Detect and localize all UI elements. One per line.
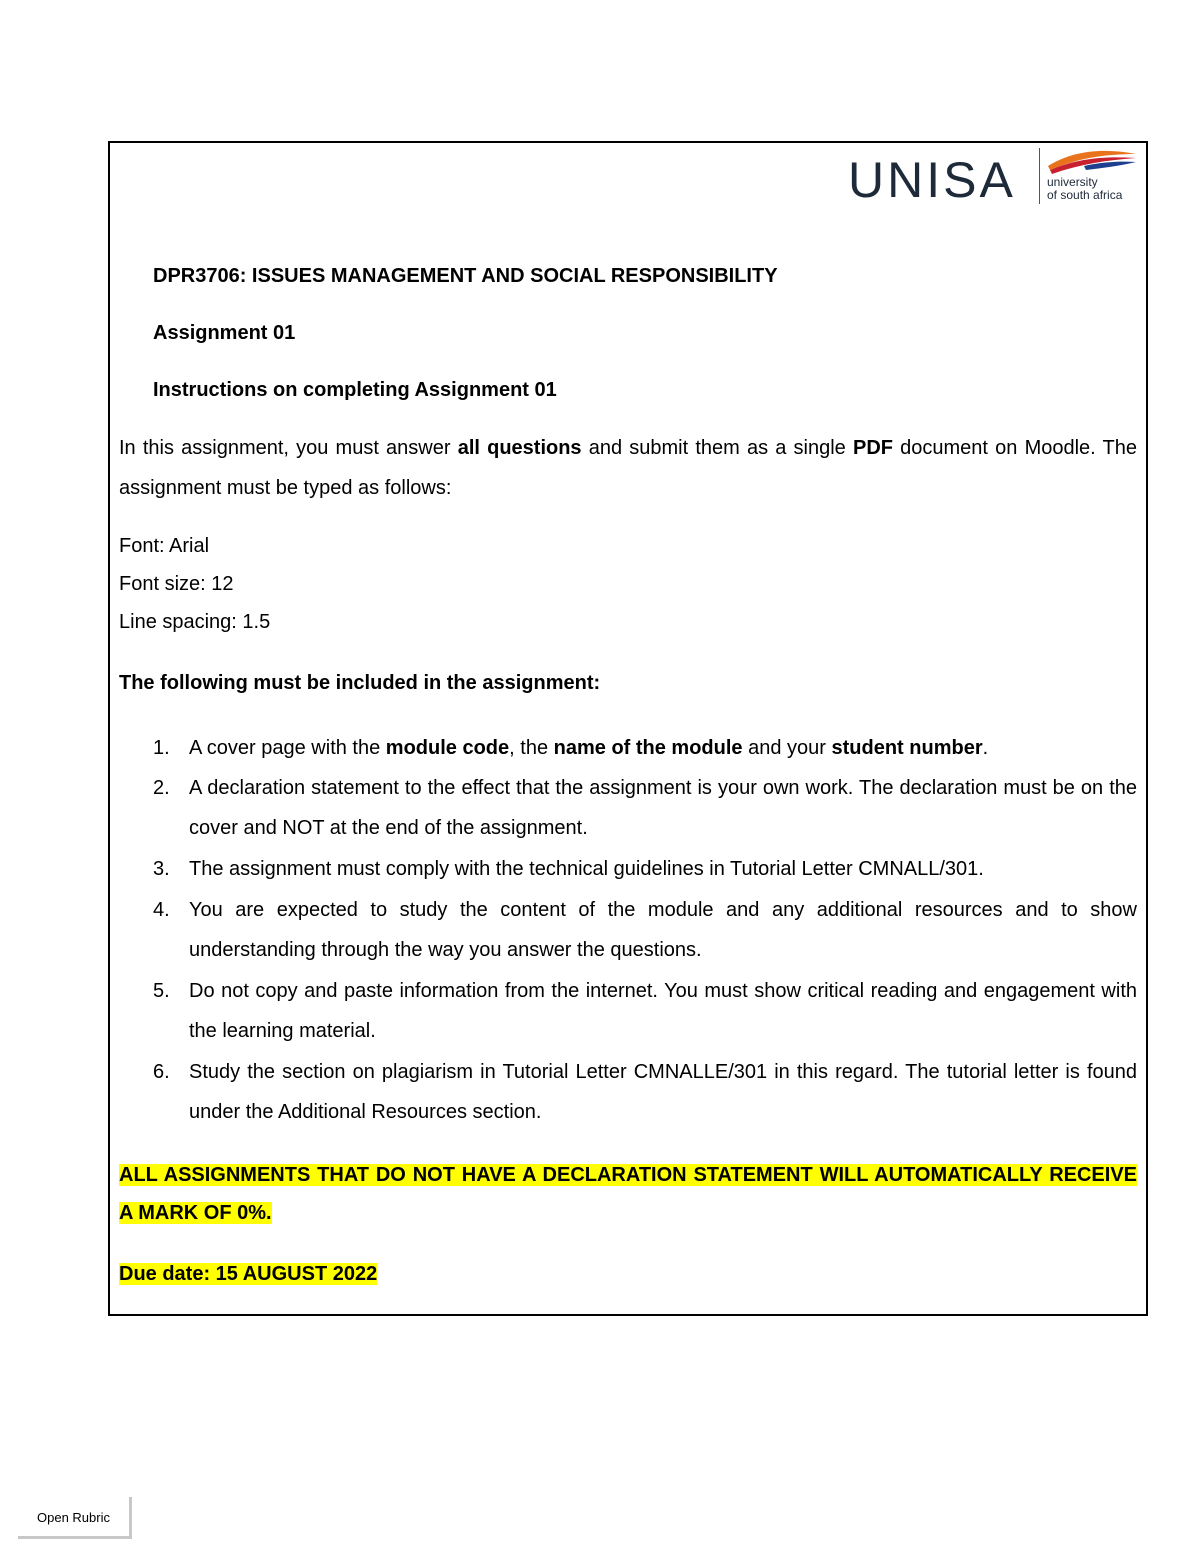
instructions-heading: Instructions on completing Assignment 01	[153, 379, 557, 401]
due-date-text: Due date: 15 AUGUST 2022	[119, 1263, 378, 1285]
logo-tagline	[1047, 176, 1122, 202]
due-date	[119, 1263, 377, 1286]
unisa-logo	[848, 140, 1140, 208]
list-item-text: Do not copy and paste information from the internet. You must show critical reading and engagement with the learning material.	[189, 980, 1137, 1042]
item-1-text-e: and your	[742, 737, 832, 759]
format-font-size: Font size: 12	[119, 573, 234, 595]
logo-divider	[1039, 148, 1040, 204]
open-rubric-button[interactable]: Open Rubric	[18, 1497, 132, 1539]
list-item-number: 5.	[153, 980, 170, 1002]
list-item-number: 1.	[153, 737, 170, 759]
intro-emphasis-pdf: PDF	[852, 437, 893, 459]
intro-text-2: and submit them as a single	[581, 437, 853, 459]
module-title: DPR3706: ISSUES MANAGEMENT AND SOCIAL RESPONSIBILITY	[153, 265, 778, 287]
logo-tagline-1: university	[1047, 175, 1098, 189]
list-item-text: The assignment must comply with the technical guidelines in Tutorial Letter CMNALL/301.	[189, 858, 984, 880]
list-item-text: A declaration statement to the effect that the assignment is your own work. The declaration must be on the cover and NOT at the end of the assignment.	[189, 777, 1137, 839]
format-font: Font: Arial	[119, 535, 210, 557]
item-1-text-g: .	[982, 737, 989, 759]
item-1-text-c: , the	[509, 737, 554, 759]
logo-wordmark: UNISA	[848, 152, 1016, 208]
warning-notice	[119, 1156, 1137, 1232]
warning-text: ALL ASSIGNMENTS THAT DO NOT HAVE A DECLARATION STATEMENT WILL AUTOMATICALLY RECEIVE A MARK OF 0%.	[119, 1164, 1137, 1224]
item-1-module-name: name of the module	[553, 737, 743, 759]
assignment-title: Assignment 01	[153, 322, 296, 344]
list-item-text: Study the section on plagiarism in Tutorial Letter CMNALLE/301 in this regard. The tutorial letter is found under the Additional Resources section.	[189, 1061, 1137, 1123]
intro-text-3: document on Moodle. The assignment must be typed as follows:	[119, 437, 1137, 499]
list-item-number: 2.	[153, 777, 170, 799]
item-1-module-code: module code	[385, 737, 510, 759]
intro-emphasis-all-questions: all questions	[457, 437, 582, 459]
logo-tagline-2: of south africa	[1047, 188, 1123, 202]
list-item-number: 6.	[153, 1061, 170, 1083]
intro-paragraph	[119, 428, 1137, 508]
requirements-heading: The following must be included in the assignment:	[119, 672, 601, 694]
list-item-number: 4.	[153, 899, 170, 921]
item-1-student-number: student number	[831, 737, 983, 759]
list-item-text: You are expected to study the content of the module and any additional resources and to show understanding through the way you answer the questions.	[189, 899, 1137, 961]
item-1-text-a: A cover page with the	[189, 737, 386, 759]
logo-flag-icon	[1044, 146, 1140, 176]
intro-text-1: In this assignment, you must answer	[119, 437, 458, 459]
format-line-spacing: Line spacing: 1.5	[119, 611, 271, 633]
list-item-text	[189, 728, 1137, 768]
list-item-number: 3.	[153, 858, 170, 880]
